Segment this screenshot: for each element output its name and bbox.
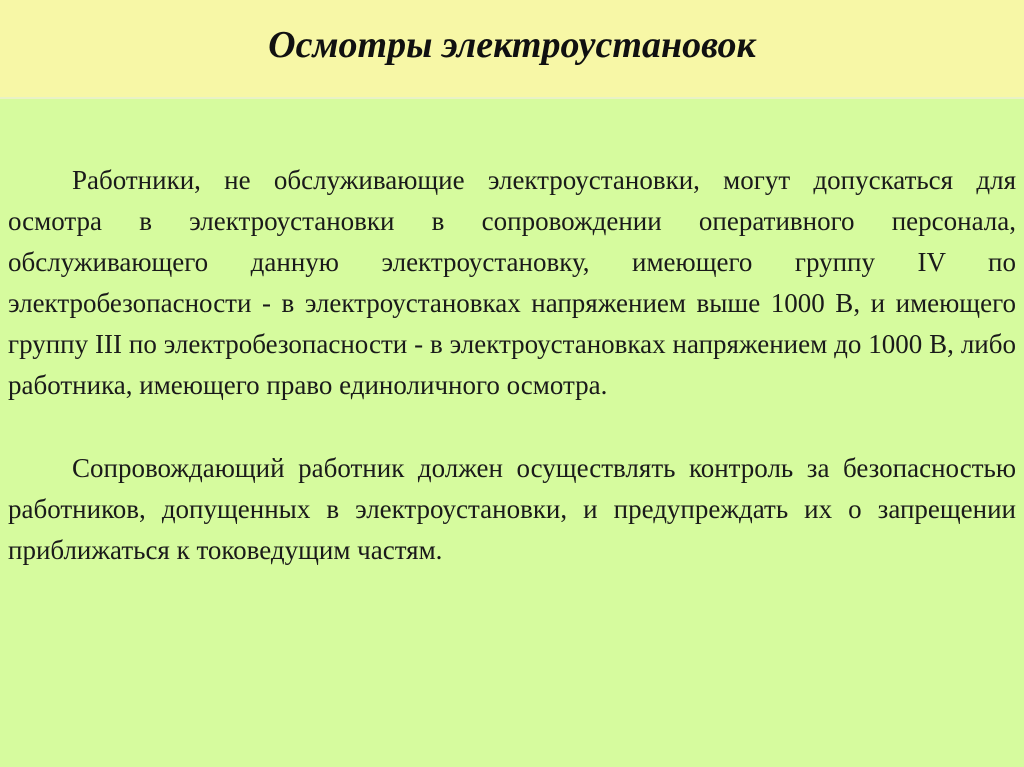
slide-content <box>8 160 1016 571</box>
slide-title: Осмотры электроустановок <box>268 24 756 66</box>
paragraph-escort-duties: Сопровождающий работник должен осуществлять контроль за безопасностью работников, допущенных в электроустановки, и предупреждать их о запрещении приближаться к токоведущим частям. <box>8 453 1016 565</box>
paragraph-inspection-rules: Работники, не обслуживающие электроустановки, могут допускаться для осмотра в электроустановки в сопровождении оперативного персонала, обслуживающего данную электроустановку, имеющего группу IV по электробезопасности - в электроустановках напряжением выше 1000 В, и имеющего группу III по электробезопасности - в электроустановках напряжением до 1000 В, либо работника, имеющего право единоличного осмотра. <box>8 165 1016 400</box>
title-bar <box>0 0 1024 99</box>
